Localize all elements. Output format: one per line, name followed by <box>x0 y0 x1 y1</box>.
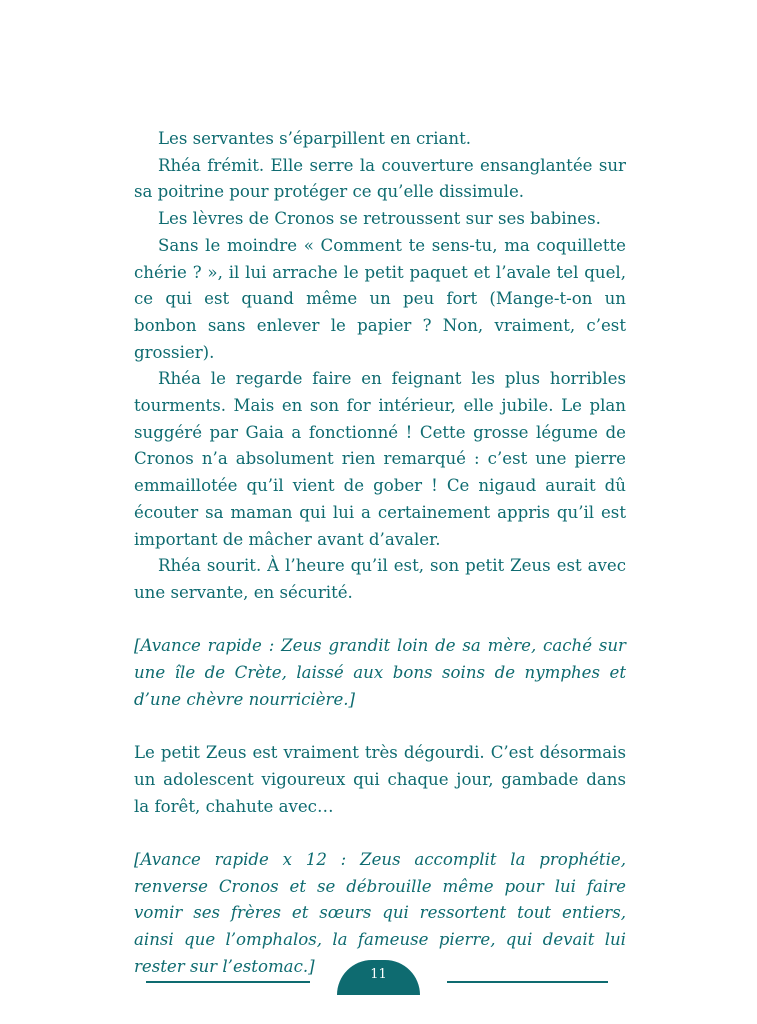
paragraph-servantes: Les servantes s’éparpillent en criant. <box>158 129 472 148</box>
paragraph-petit-zeus: Le petit Zeus est vraiment très dégourdi. C’est désormais un adolescent vigoureux qui chaque jour, gambade dans la forêt, chahute avec… <box>134 743 626 816</box>
paragraph-levres-cronos: Les lèvres de Cronos se retroussent sur ses babines. <box>158 209 601 229</box>
paragraph-spacer <box>134 820 626 847</box>
fast-forward-note-1: [Avance rapide : Zeus grandit loin de sa mère, caché sur une île de Crète, laissé aux bons soins de nymphes et d’une chèvre nourricière.] <box>134 636 626 709</box>
paragraph-spacer <box>134 607 626 634</box>
page-body <box>134 126 626 980</box>
paragraph-rhea-sourit: Rhéa sourit. À l’heure qu’il est, son petit Zeus est avec une servante, en sécurité. <box>134 556 626 602</box>
paragraph-rhea-fremit: Rhéa frémit. Elle serre la couverture ensanglantée sur sa poitrine pour protéger ce qu’elle dissimule. <box>134 155 626 202</box>
paragraph-spacer <box>134 713 626 740</box>
page-footer <box>0 955 757 995</box>
footer-rule-right <box>447 981 608 983</box>
footer-rule-left <box>146 981 310 983</box>
page-number-tab <box>337 960 420 995</box>
paragraph-sans-le-moindre: Sans le moindre « Comment te sens-tu, ma coquillette chérie ? », il lui arrache le petit paquet et l’avale tel quel, ce qui est quand même un peu fort (Mange-t-on un bonbon sans enlever le papier ? Non, vraiment, c’est grossier). <box>134 235 626 362</box>
paragraph-rhea-regarde: Rhéa le regarde faire en feignant les plus horribles tourments. Mais en son for intérieur, elle jubile. Le plan suggéré par Gaia a fonctionné ! Cette grosse légume de Cronos n’a absolument rien remarqué : c’est une pierre emmaillotée qu’il vient de gober ! Ce nigaud aurait dû écouter sa maman qui lui a certainement appris qu’il est important de mâcher avant d’avaler. <box>134 369 626 549</box>
page-number: 11 <box>370 967 387 982</box>
fast-forward-note-2: [Avance rapide x 12 : Zeus accomplit la prophétie, renverse Cronos et se débrouille même pour lui faire vomir ses frères et sœurs qui ressortent tout entiers, ainsi que l’omphalos, la fameuse pierre, qui devait lui rester sur l’estomac.] <box>134 849 626 976</box>
